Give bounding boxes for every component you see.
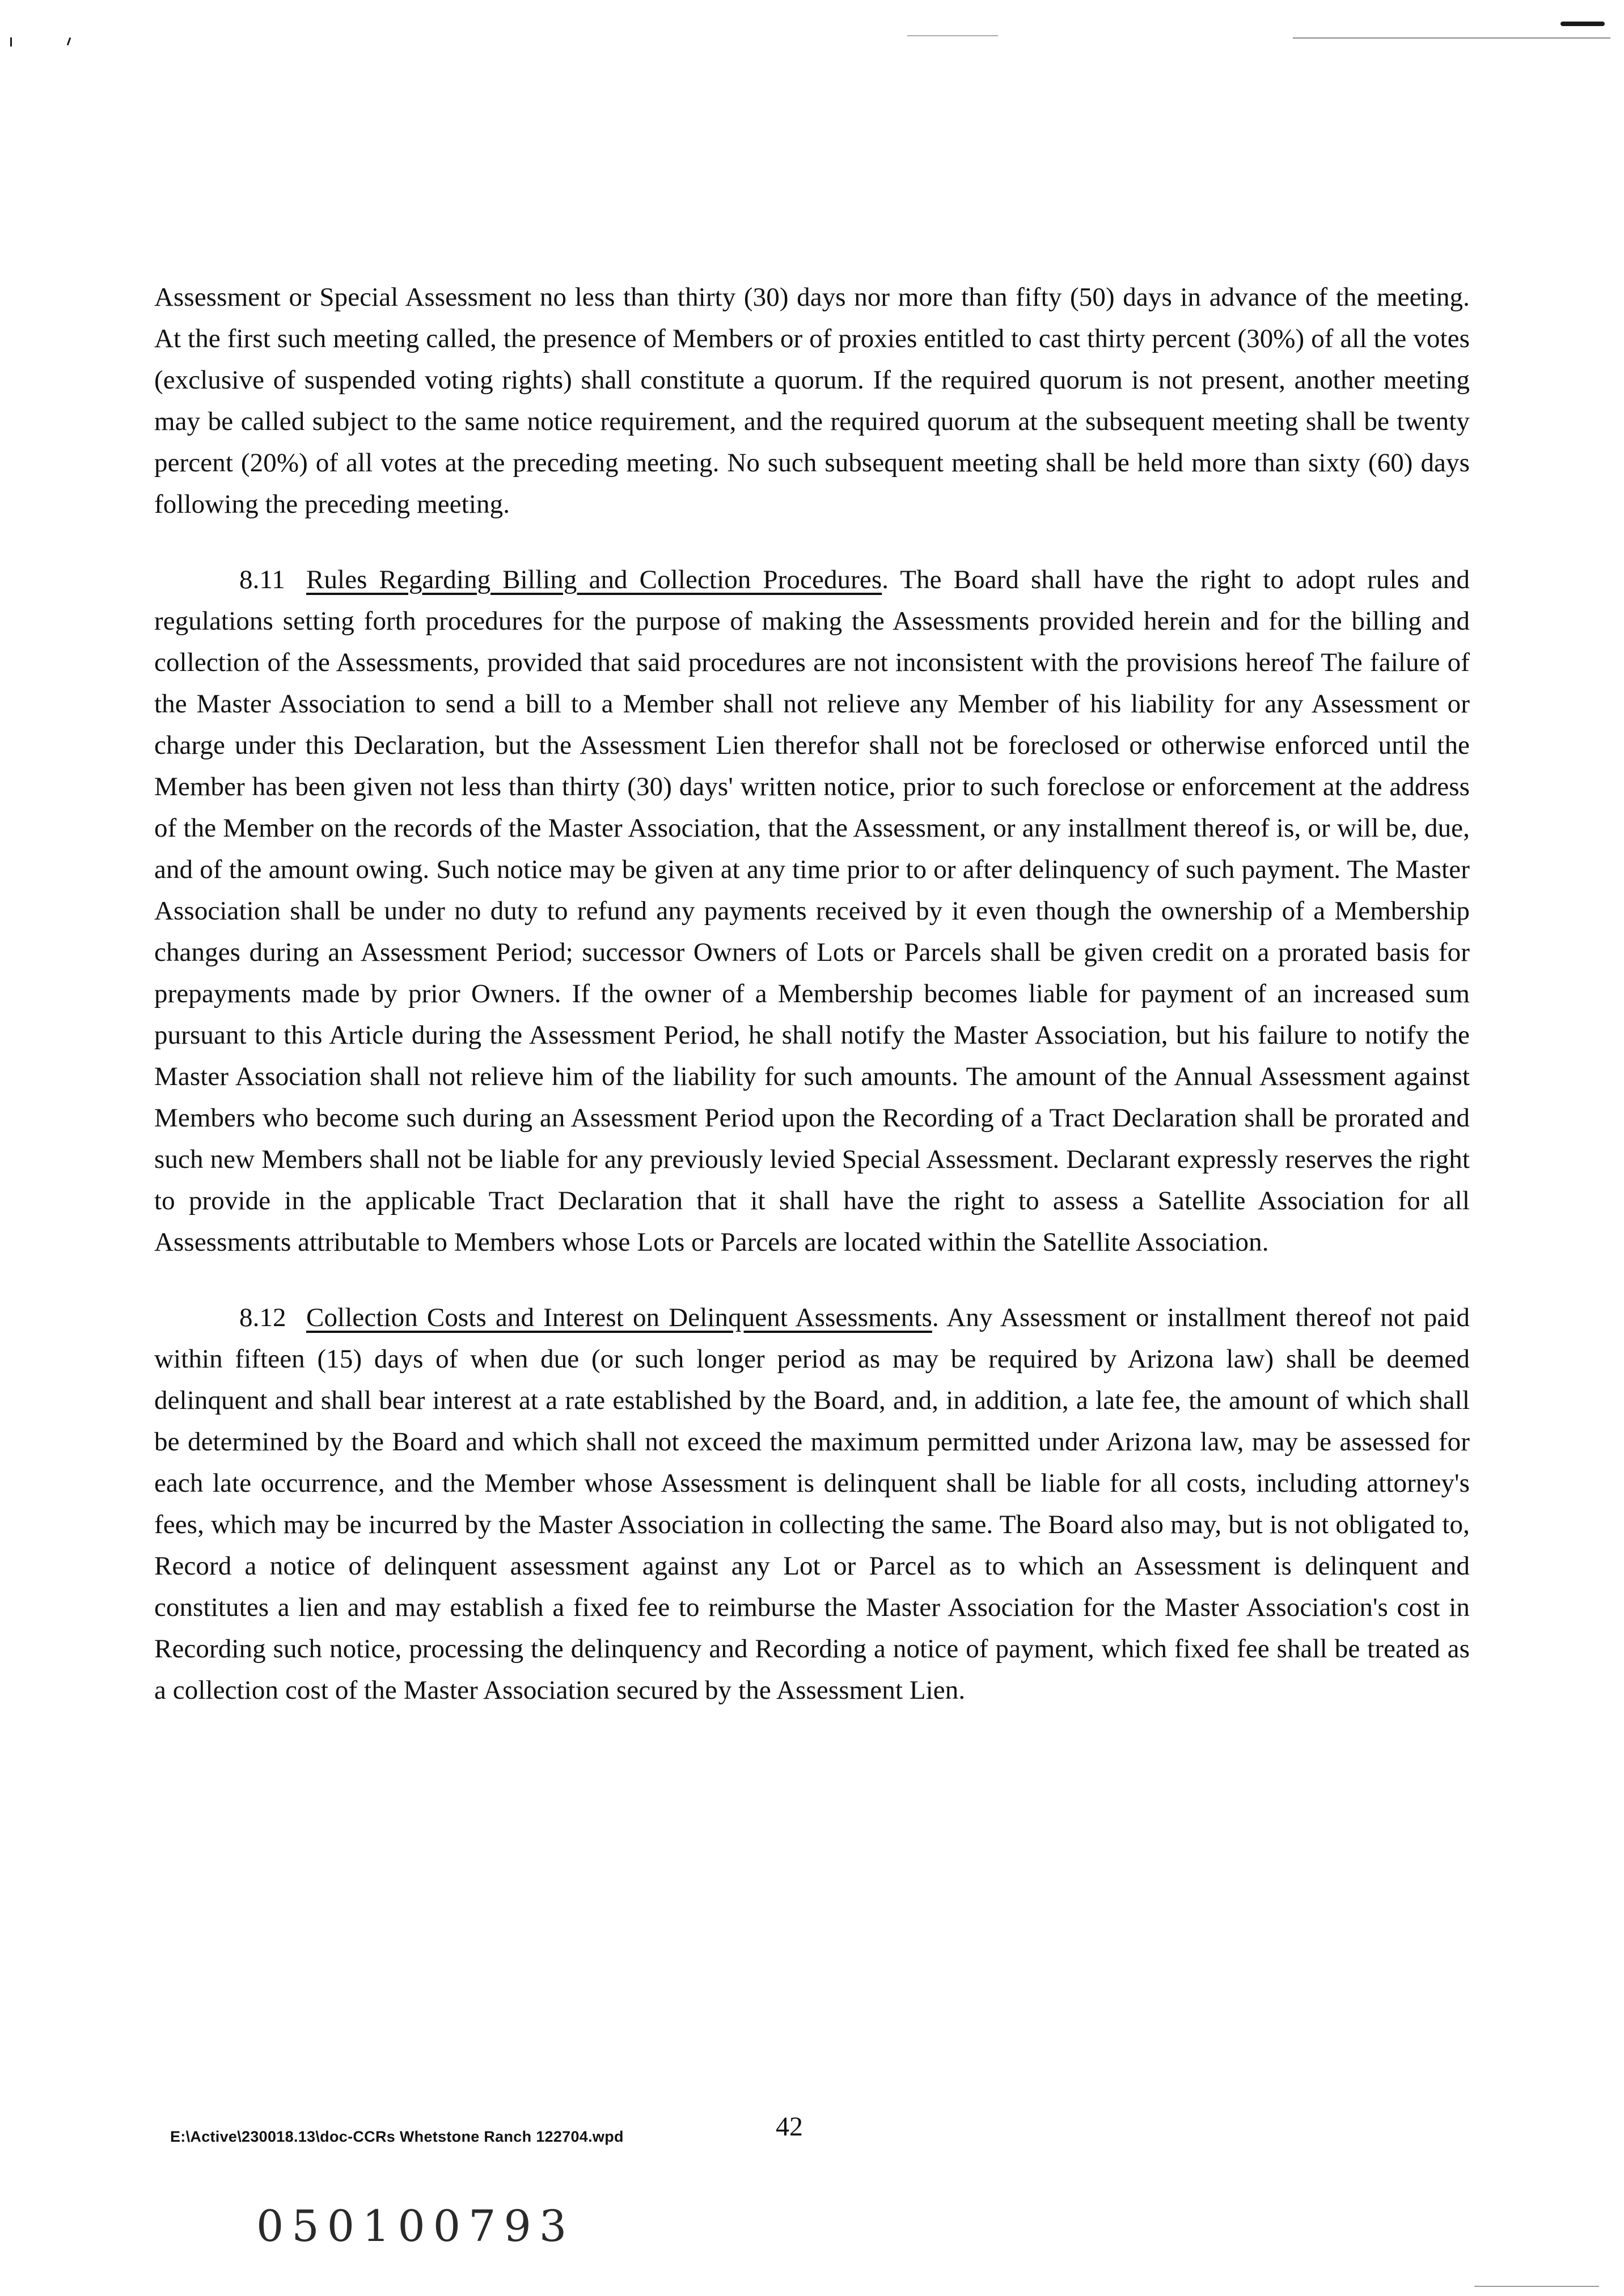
section-body: . Any Assessment or installment thereof not paid within fifteen (15) days of when due (or such longer period as may be required by Arizona law) shall be deemed delinquent and shall bear interest at a rate established by the Board, and, in addition, a late fee, the amount of which shall be determined by the Board and which shall not exceed the maximum permitted under Arizona law, may be assessed for each late occurrence, and the Member whose Assessment is delinquent shall be liable for all costs, including attorney's fees, which may be incurred by the Master Association in collecting the same. The Board also may, but is not obligated to, Record a notice of delinquent assessment against any Lot or Parcel as to which an Assessment is delinquent and constitutes a lien and may establish a fixed fee to reimburse the Master Association for the Master Association's cost in Recording such notice, processing the delinquency and Recording a notice of payment, which fixed fee shall be treated as a collection cost of the Master Association secured by the Assessment Lien. <box>154 1303 1470 1705</box>
section-number: 8.11 <box>239 565 285 594</box>
section-title: Collection Costs and Interest on Delinquent Assessments <box>306 1303 932 1332</box>
scan-mark-bottom-right <box>1474 2286 1599 2287</box>
scan-mark-top-right <box>1560 22 1605 26</box>
document-body <box>154 277 1470 1745</box>
section-8-12 <box>154 1297 1470 1711</box>
scan-mark-top-left <box>10 37 12 47</box>
recording-document-number: 050100793 <box>256 2201 575 2251</box>
scan-mark-top-dots <box>907 35 998 36</box>
scan-mark-top-left-2 <box>67 37 71 45</box>
page-number: 42 <box>776 2112 803 2142</box>
paragraph-continued: Assessment or Special Assessment no less than thirty (30) days nor more than fifty (50) days in advance of the meeting. At the first such meeting called, the presence of Members or of proxies entitled to cast thirty percent (30%) of all the votes (exclusive of suspended voting rights) shall constitute a quorum. If the required quorum is not present, another meeting may be called subject to the same notice requirement, and the required quorum at the subsequent meeting shall be twenty percent (20%) of all votes at the preceding meeting. No such subsequent meeting shall be held more than sixty (60) days following the preceding meeting. <box>154 282 1470 519</box>
section-title: Rules Regarding Billing and Collection Procedures <box>306 565 882 594</box>
section-8-11 <box>154 559 1470 1263</box>
scan-mark-top-right-line <box>1293 37 1610 39</box>
footer-file-path: E:\Active\230018.13\doc-CCRs Whetstone Ranch 122704.wpd <box>170 2128 624 2145</box>
section-body: . The Board shall have the right to adopt rules and regulations setting forth procedures for the purpose of making the Assessments provided herein and for the billing and collection of the Assessments, provided that said procedures are not inconsistent with the provisions hereof The failure of the Master Association to send a bill to a Member shall not relieve any Member of his liability for any Assessment or charge under this Declaration, but the Assessment Lien therefor shall not be foreclosed or otherwise enforced until the Member has been given not less than thirty (30) days' written notice, prior to such foreclose or enforcement at the address of the Member on the records of the Master Association, that the Assessment, or any installment thereof is, or will be, due, and of the amount owing. Such notice may be given at any time prior to or after delinquency of such payment. The Master Association shall be under no duty to refund any payments received by it even though the ownership of a Membership changes during an Assessment Period; successor Owners of Lots or Parcels shall be given credit on a prorated basis for prepayments made by prior Owners. If the owner of a Membership becomes liable for payment of an increased sum pursuant to this Article during the Assessment Period, he shall notify the Master Association, but his failure to notify the Master Association shall not relieve him of the liability for such amounts. The amount of the Annual Assessment against Members who become such during an Assessment Period upon the Recording of a Tract Declaration shall be prorated and such new Members shall not be liable for any previously levied Special Assessment. Declarant expressly reserves the right to provide in the applicable Tract Declaration that it shall have the right to assess a Satellite Association for all Assessments attributable to Members whose Lots or Parcels are located within the Satellite Association. <box>154 565 1470 1257</box>
section-number: 8.12 <box>239 1303 286 1332</box>
